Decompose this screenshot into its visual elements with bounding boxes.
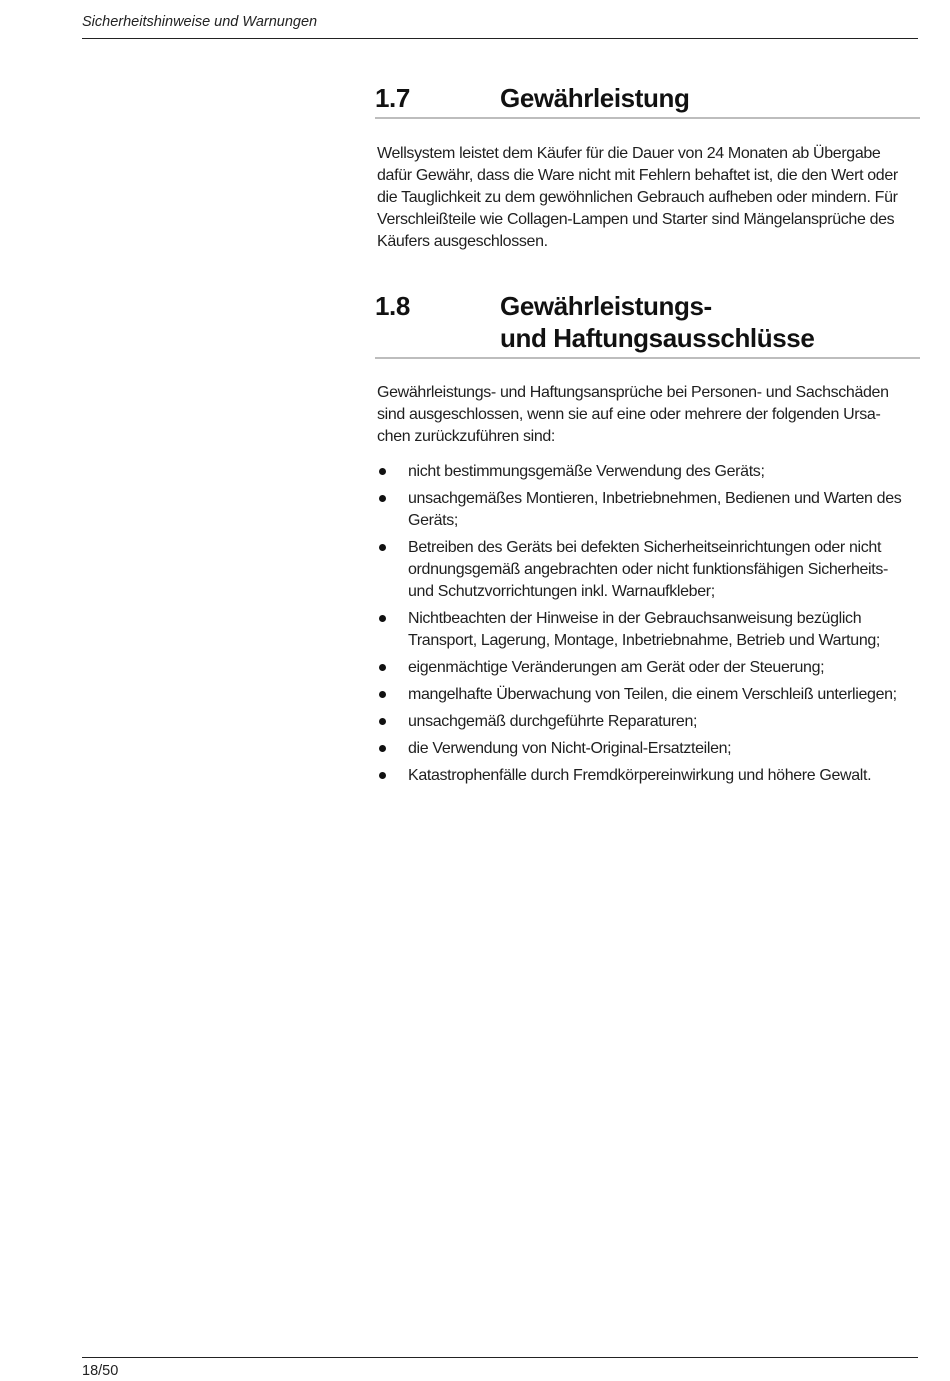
bullet-icon	[379, 468, 386, 475]
running-header: Sicherheitshinweise und Warnungen	[82, 14, 318, 30]
section-title	[500, 290, 920, 354]
section-heading	[375, 290, 920, 359]
paragraph-line: Verschleißteile wie Collagen-Lampen und Starter sind Mängelansprüche des	[377, 211, 895, 228]
bullet-icon	[379, 718, 386, 725]
list-item	[377, 657, 920, 679]
section-paragraph	[377, 382, 920, 448]
paragraph-line: Käufers ausgeschlossen.	[377, 233, 548, 250]
section-title-line: Gewährleistungs-	[500, 291, 712, 321]
list-item	[377, 684, 920, 706]
list-item-line: Katastrophenfälle durch Fremdkörpereinwirkung und höhere Gewalt.	[408, 767, 872, 784]
bullet-icon	[379, 495, 386, 502]
list-item-line: unsachgemäß durchgeführte Reparaturen;	[408, 713, 698, 730]
section-title	[500, 82, 920, 114]
section-number: 1.7	[375, 83, 410, 113]
list-item-line: nicht bestimmungsgemäße Verwendung des Geräts;	[408, 463, 765, 480]
paragraph-line: dafür Gewähr, dass die Ware nicht mit Fehlern behaftet ist, die den Wert oder	[377, 167, 898, 184]
bullet-icon	[379, 691, 386, 698]
list-item-line: und Schutzvorrichtungen inkl. Warnaufkleber;	[408, 583, 715, 600]
list-item-line: eigenmächtige Veränderungen am Gerät oder der Steuerung;	[408, 659, 825, 676]
page-number: 18/50	[82, 1363, 119, 1379]
paragraph-line: sind ausgeschlossen, wenn sie auf eine oder mehrere der folgenden Ursa-	[377, 406, 881, 423]
list-item	[377, 537, 920, 603]
header-divider	[82, 38, 918, 39]
bullet-icon	[379, 664, 386, 671]
footer-divider	[82, 1357, 918, 1358]
section-number: 1.8	[375, 291, 410, 321]
section-title-line: und Haftungsausschlüsse	[500, 323, 815, 353]
list-item-line: ordnungsgemäß angebrachten oder nicht funktionsfähigen Sicherheits-	[408, 561, 888, 578]
list-item	[377, 461, 920, 483]
list-item-line: Transport, Lagerung, Montage, Inbetriebnahme, Betrieb und Wartung;	[408, 632, 881, 649]
list-item-line: unsachgemäßes Montieren, Inbetriebnehmen, Bedienen und Warten des	[408, 490, 902, 507]
bullet-icon	[379, 745, 386, 752]
list-item	[377, 711, 920, 733]
paragraph-line: chen zurückzuführen sind:	[377, 428, 556, 445]
list-item	[377, 765, 920, 787]
list-item-line: Betreiben des Geräts bei defekten Sicherheitseinrichtungen oder nicht	[408, 539, 882, 556]
bullet-icon	[379, 544, 386, 551]
section-1-8	[375, 290, 920, 792]
list-item-line: Nichtbeachten der Hinweise in der Gebrauchsanweisung bezüglich	[408, 610, 862, 627]
list-item	[377, 738, 920, 760]
bullet-icon	[379, 615, 386, 622]
section-1-7	[375, 82, 920, 253]
exclusion-list	[377, 461, 920, 787]
paragraph-line: Gewährleistungs- und Haftungsansprüche bei Personen- und Sachschäden	[377, 384, 889, 401]
list-item-line: mangelhafte Überwachung von Teilen, die einem Verschleiß unterliegen;	[408, 686, 897, 703]
list-item-line: Geräts;	[408, 512, 459, 529]
bullet-icon	[379, 772, 386, 779]
section-heading	[375, 82, 920, 119]
list-item	[377, 608, 920, 652]
section-title-line: Gewährleistung	[500, 83, 690, 113]
list-item-line: die Verwendung von Nicht-Original-Ersatzteilen;	[408, 740, 732, 757]
section-paragraph	[377, 143, 920, 253]
list-item	[377, 488, 920, 532]
paragraph-line: Wellsystem leistet dem Käufer für die Dauer von 24 Monaten ab Übergabe	[377, 145, 881, 162]
paragraph-line: die Tauglichkeit zu dem gewöhnlichen Gebrauch aufheben oder mindern. Für	[377, 189, 898, 206]
